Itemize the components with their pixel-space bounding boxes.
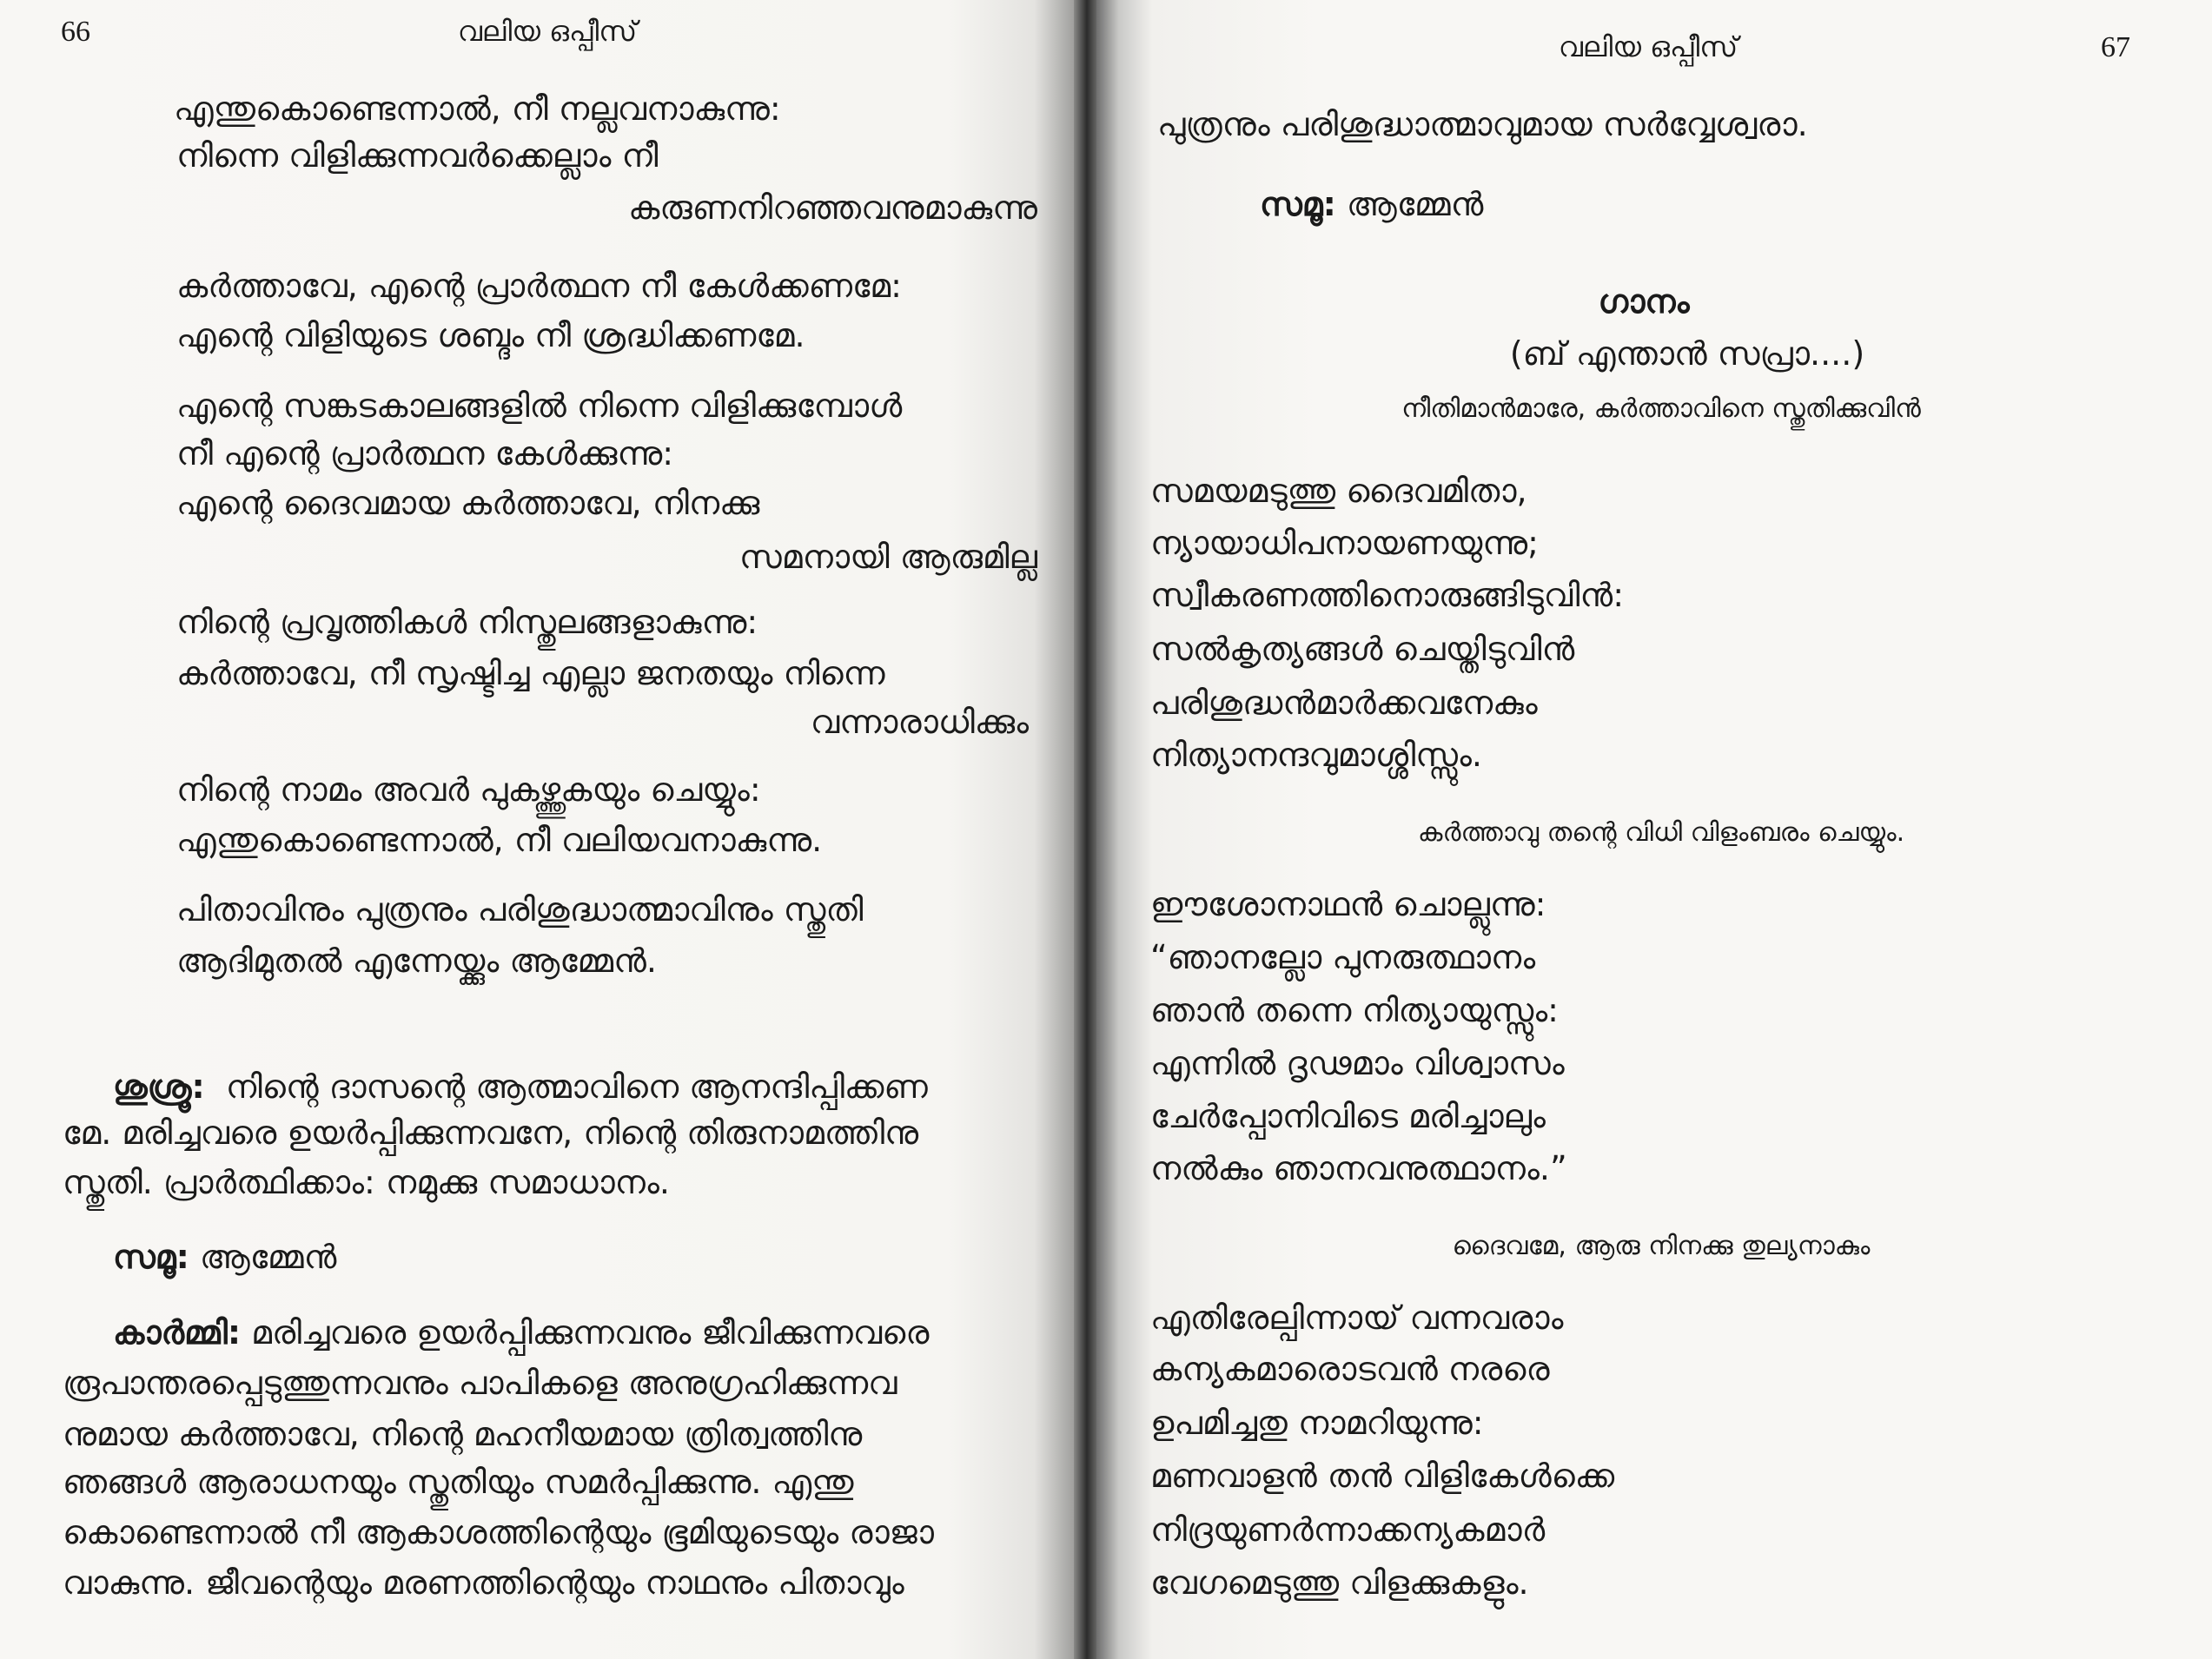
refrain: കർത്താവു തന്റെ വിധി വിളംബരം ചെയ്യും.	[1417, 817, 1905, 848]
verse-line: കർത്താവേ, നീ സൃഷ്ടിച്ച എല്ലാ ജനതയും നിന്നെ	[176, 654, 885, 692]
song-line: വേഗമെടുത്തു വിളക്കുകളും.	[1150, 1563, 1529, 1602]
song-line: ചേർപ്പോനിവിടെ മരിച്ചാലും	[1150, 1097, 1546, 1135]
prose-line: നുമായ കർത്താവേ, നിന്റെ മഹനീയമായ ത്രിത്വത്തിനു	[63, 1415, 863, 1453]
verse-line: കരുണനിറഞ്ഞവനുമാകുന്നു	[628, 188, 1037, 227]
prose-line: പുത്രനും പരിശുദ്ധാത്മാവുമായ സർവ്വേശ്വരാ.	[1157, 105, 1808, 143]
verse-line: എന്തുകൊണ്ടെന്നാൽ, നീ വലിയവനാകുന്നു.	[176, 821, 823, 859]
prose-text: മരിച്ചവരെ ഉയർപ്പിക്കുന്നവനും ജീവിക്കുന്നവരെ	[251, 1313, 930, 1352]
celebrant-line	[113, 1313, 930, 1352]
running-header: വലിയ ഒപ്പീസ്	[457, 15, 638, 48]
song-line: ന്യായാധിപനായണയുന്നു;	[1150, 524, 1539, 562]
song-line: സൽകൃത്യങ്ങൾ ചെയ്തിടുവിൻ	[1150, 630, 1575, 668]
song-line: നിദ്രയുണർന്നാക്കന്യകമാർ	[1150, 1510, 1546, 1549]
song-line: സ്വീകരണത്തിനൊരുങ്ങിടുവിൻ:	[1150, 576, 1624, 614]
song-line: ഉപമിച്ചതു നാമറിയുന്നു:	[1150, 1404, 1484, 1442]
prose-line: രൂപാന്തരപ്പെടുത്തുന്നവനും പാപികളെ അനുഗ്രഹിക്കുന്നവ	[63, 1364, 897, 1402]
prose-line: വാകുന്നു. ജീവന്റെയും മരണത്തിന്റെയും നാഥനും പിതാവും	[63, 1563, 904, 1602]
song-tune: (ബ് എന്താൻ സപ്രാ....)	[1509, 334, 1865, 373]
response-line	[113, 1238, 337, 1276]
song-line: ഞാൻ തന്നെ നിത്യായുസ്സും:	[1150, 991, 1559, 1029]
verse-line: സമനായി ആരുമില്ല	[739, 538, 1037, 576]
prose-line: ഞങ്ങൾ ആരാധനയും സ്തുതിയും സമർപ്പിക്കുന്നു. എന്തു	[63, 1463, 854, 1501]
prose-line: സ്തുതി. പ്രാർത്ഥിക്കാം: നമുക്കു സമാധാനം.	[63, 1163, 670, 1201]
deacon-line	[113, 1067, 928, 1106]
verse-line: നിന്റെ നാമം അവർ പുകഴ്ത്തുകയും ചെയ്യും:	[176, 770, 761, 809]
verse-line: എന്റെ സങ്കടകാലങ്ങളിൽ നിന്നെ വിളിക്കുമ്പോൾ	[176, 387, 903, 425]
song-line: എന്നിൽ ദൃഢമാം വിശ്വാസം	[1150, 1044, 1565, 1082]
page-number: 66	[61, 16, 90, 48]
verse-line: നിന്റെ പ്രവൃത്തികൾ നിസ്തുലങ്ങളാകുന്നു:	[176, 603, 758, 641]
celebrant-label: കാർമ്മി:	[113, 1313, 242, 1352]
song-line: മണവാളൻ തൻ വിളികേൾക്കെ	[1150, 1457, 1615, 1495]
deacon-label: ശുശ്രൂ:	[113, 1067, 205, 1106]
verse-line: പിതാവിനും പുത്രനും പരിശുദ്ധാത്മാവിനും സ്തുതി	[176, 890, 864, 929]
song-line: നൽകും ഞാനവനുത്ഥാനം.”	[1150, 1149, 1567, 1187]
song-line: ഈശോനാഥൻ ചൊല്ലുന്നു:	[1150, 885, 1546, 923]
response-line	[1260, 185, 1484, 223]
verse-line: ആദിമുതൽ എന്നേയ്ക്കും ആമ്മേൻ.	[176, 942, 657, 980]
song-line: പരിശുദ്ധൻമാർക്കവനേകും	[1150, 684, 1538, 722]
response-text: ആമ്മേൻ	[199, 1238, 337, 1276]
page-number: 67	[2101, 31, 2130, 63]
verse-line: എന്റെ ദൈവമായ കർത്താവേ, നിനക്കു	[176, 484, 760, 522]
song-title: ഗാനം	[1598, 282, 1690, 321]
refrain: ദൈവമേ, ആരു നിനക്കു തുല്യനാകും	[1452, 1231, 1871, 1261]
right-page	[1096, 0, 2212, 1659]
left-page	[0, 0, 1077, 1659]
prose-line: മേ. മരിച്ചവരെ ഉയർപ്പിക്കുന്നവനേ, നിന്റെ തിരുനാമത്തിനു	[63, 1114, 919, 1152]
song-line: “ഞാനല്ലോ പുനരുത്ഥാനം	[1150, 938, 1536, 976]
song-line: എതിരേല്പിന്നായ് വന്നവരാം	[1150, 1299, 1564, 1337]
verse-line: കർത്താവേ, എന്റെ പ്രാർത്ഥന നീ കേൾക്കണമേ:	[176, 267, 902, 305]
verse-line: എന്തുകൊണ്ടെന്നാൽ, നീ നല്ലവനാകുന്നു:	[174, 89, 781, 128]
prose-text: നിന്റെ ദാസന്റെ ആത്മാവിനെ ആനന്ദിപ്പിക്കണ	[225, 1067, 928, 1106]
song-line: സമയമടുത്തു ദൈവമിതാ,	[1150, 472, 1527, 510]
prose-line: കൊണ്ടെന്നാൽ നീ ആകാശത്തിന്റെയും ഭൂമിയുടെയും രാജാ	[63, 1513, 934, 1551]
response-text: ആമ്മേൻ	[1346, 185, 1484, 223]
song-line: നിത്യാനന്ദവുമാശ്ശിസ്സും.	[1150, 736, 1483, 774]
response-label: സമൂ:	[113, 1238, 189, 1276]
verse-line: എന്റെ വിളിയുടെ ശബ്ദം നീ ശ്രദ്ധിക്കണമേ.	[176, 316, 805, 354]
refrain: നീതിമാൻമാരേ, കർത്താവിനെ സ്തുതിക്കുവിൻ	[1401, 393, 1921, 424]
response-label: സമൂ:	[1260, 185, 1336, 223]
running-header: വലിയ ഒപ്പീസ്	[1558, 30, 1738, 63]
verse-line: നിന്നെ വിളിക്കുന്നവർക്കെല്ലാം നീ	[176, 136, 659, 175]
verse-line: നീ എന്റെ പ്രാർത്ഥന കേൾക്കുന്നു:	[176, 434, 674, 473]
song-line: കന്യകമാരൊടവൻ നരരെ	[1150, 1350, 1550, 1388]
verse-line: വന്നാരാധിക്കും	[810, 703, 1029, 741]
